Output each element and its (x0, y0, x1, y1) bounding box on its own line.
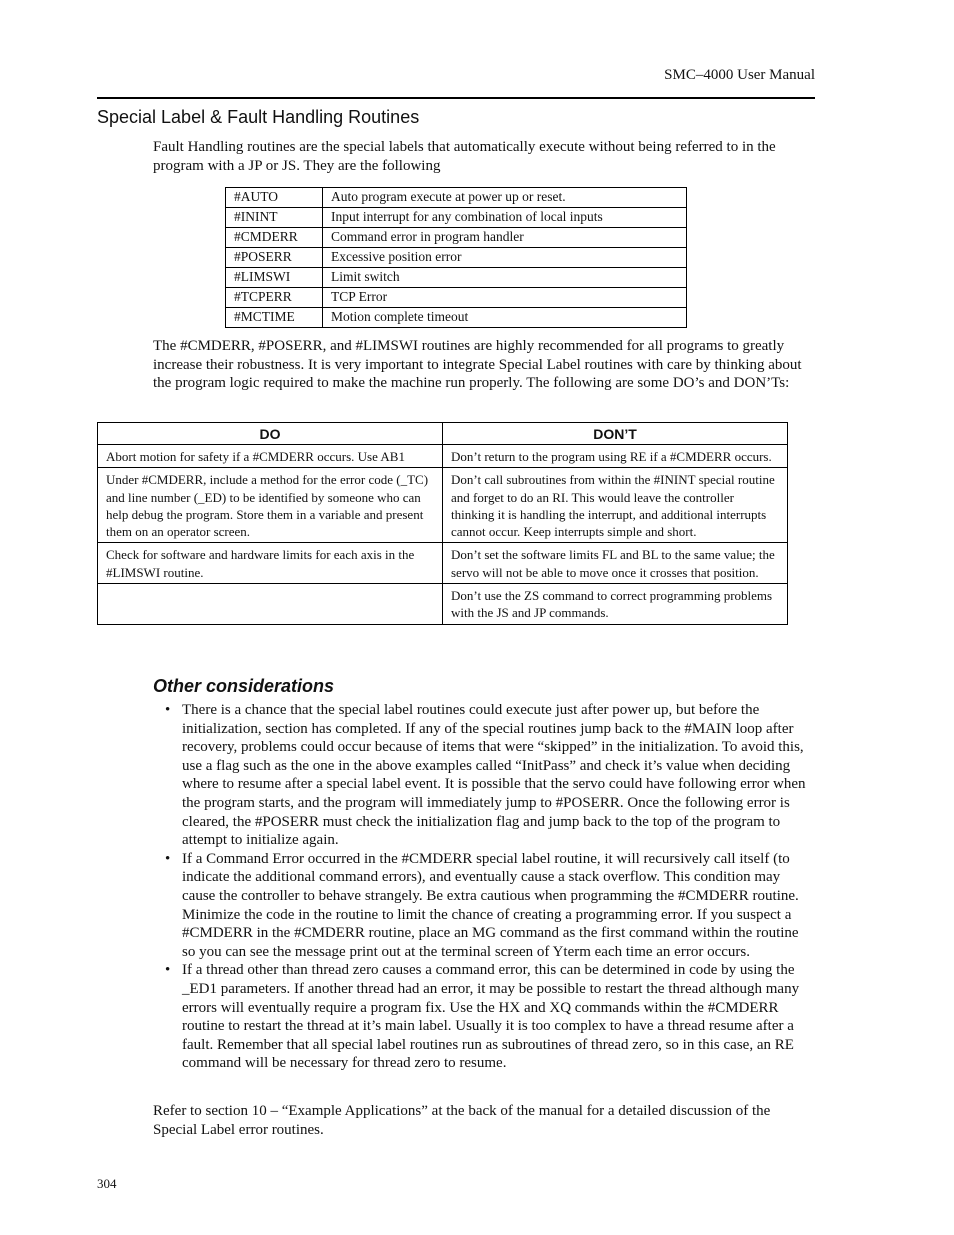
dont-cell: Don’t call subroutines from within the #ININT special routine and forget to do an RI. This would leave the controller thinking it is handling the interrupt, and additional interrupts cannot occur. Keep interrupts simple and short. (443, 468, 788, 543)
label-code: #ININT (226, 208, 323, 228)
do-cell: Under #CMDERR, include a method for the error code (_TC) and line number (_ED) to be identified by someone who can help debug the program. Store them in a variable and present them on an operator screen. (98, 468, 443, 543)
label-description: Command error in program handler (323, 228, 687, 248)
bullet-icon: • (165, 850, 171, 867)
table-row (98, 584, 788, 625)
dont-cell: Don’t return to the program using RE if a #CMDERR occurs. (443, 445, 788, 468)
label-description: Motion complete timeout (323, 308, 687, 328)
robustness-paragraph: The #CMDERR, #POSERR, and #LIMSWI routines are highly recommended for all programs to greatly increase their robustness. It is very important to integrate Special Label routines with care by thinking about the program logic required to make the machine run properly. The following are some DO’s and DON’Ts: (153, 338, 802, 392)
other-considerations-heading: Other considerations (153, 676, 335, 696)
page-number: 304 (97, 1176, 117, 1191)
do-column-header: DO (98, 423, 443, 445)
bullet-icon: • (165, 702, 171, 718)
header-rule (97, 97, 815, 99)
table-row (98, 445, 788, 468)
table-row (226, 228, 687, 248)
list-item (165, 850, 813, 962)
label-code: #POSERR (226, 248, 323, 268)
list-item-text: There is a chance that the special label routines could execute just after power up, but before the initialization, section has completed. If any of the special routines jump back to the #MAIN loop after recovery, problems could occur because of items that were “skipped” in the initialization. To avoid this, use a flag such as the one in the above examples called “InitPass” and check it’s value when deciding where to resume after a special label event. It is possible that the servo could have following error when the program starts, and the program will immediately jump to #POSERR. Once the following error is cleared, the #POSERR must check the initialization flag and jump back to the top of the program to attempt to initialize again. (182, 702, 806, 849)
table-row (98, 543, 788, 584)
table-row (226, 308, 687, 328)
label-code: #CMDERR (226, 228, 323, 248)
intro-paragraph: Fault Handling routines are the special labels that automatically execute without being referred to in the program with a JP or JS. They are the following (153, 139, 776, 174)
label-description: Excessive position error (323, 248, 687, 268)
dont-cell: Don’t set the software limits FL and BL to the same value; the servo will not be able to move once it crosses that position. (443, 543, 788, 584)
label-code: #TCPERR (226, 288, 323, 308)
refer-paragraph: Refer to section 10 – “Example Applications” at the back of the manual for a detailed discussion of the Special Label error routines. (153, 1103, 771, 1138)
dos-and-donts-table (97, 422, 788, 625)
table-row (226, 288, 687, 308)
label-description: Limit switch (323, 268, 687, 288)
list-item (165, 961, 813, 1073)
table-header-row (98, 423, 788, 445)
dont-column-header: DON’T (443, 423, 788, 445)
label-code: #LIMSWI (226, 268, 323, 288)
list-item-text: If a thread other than thread zero causes a command error, this can be determined in code by using the _ED1 parameters. If another thread had an error, it may be possible to restart the thread although many errors will eventually require a program fix. Use the HX and XQ commands within the #CMDERR routine to restart the thread at it’s main label. Usually it is too complex to have a thread resume after a fault. Remember that all special label routines run as subroutines of thread zero, so in this case, an RE command will be necessary for thread zero to resume. (182, 962, 800, 1072)
special-labels-table (225, 187, 687, 328)
label-description: Input interrupt for any combination of local inputs (323, 208, 687, 228)
list-item-text: If a Command Error occurred in the #CMDERR special label routine, it will recursively call itself (to indicate the additional command errors), and eventually cause a stack overflow. This condition may cause the controller to behave strangely. Be extra cautious when programming the #CMDERR routine. Minimize the code in the routine to limit the chance of creating a programming error. If you suspect a #CMDERR in the #CMDERR routine, place an MG command as the first command within the routine so you can see the message print out at the terminal screen of Yterm each time an error occurs. (182, 850, 799, 960)
running-header: SMC–4000 User Manual (664, 67, 815, 83)
do-cell: Abort motion for safety if a #CMDERR occurs. Use AB1 (98, 445, 443, 468)
considerations-list (165, 701, 813, 1073)
table-row (226, 248, 687, 268)
label-description: TCP Error (323, 288, 687, 308)
do-cell (98, 584, 443, 625)
label-code: #AUTO (226, 188, 323, 208)
label-description: Auto program execute at power up or reset. (323, 188, 687, 208)
table-row (98, 468, 788, 543)
section-title: Special Label & Fault Handling Routines (97, 107, 420, 127)
bullet-icon: • (165, 962, 171, 979)
do-cell: Check for software and hardware limits for each axis in the #LIMSWI routine. (98, 543, 443, 584)
table-row (226, 268, 687, 288)
table-row (226, 188, 687, 208)
list-item (165, 701, 813, 850)
label-code: #MCTIME (226, 308, 323, 328)
table-row (226, 208, 687, 228)
dont-cell: Don’t use the ZS command to correct programming problems with the JS and JP commands. (443, 584, 788, 625)
